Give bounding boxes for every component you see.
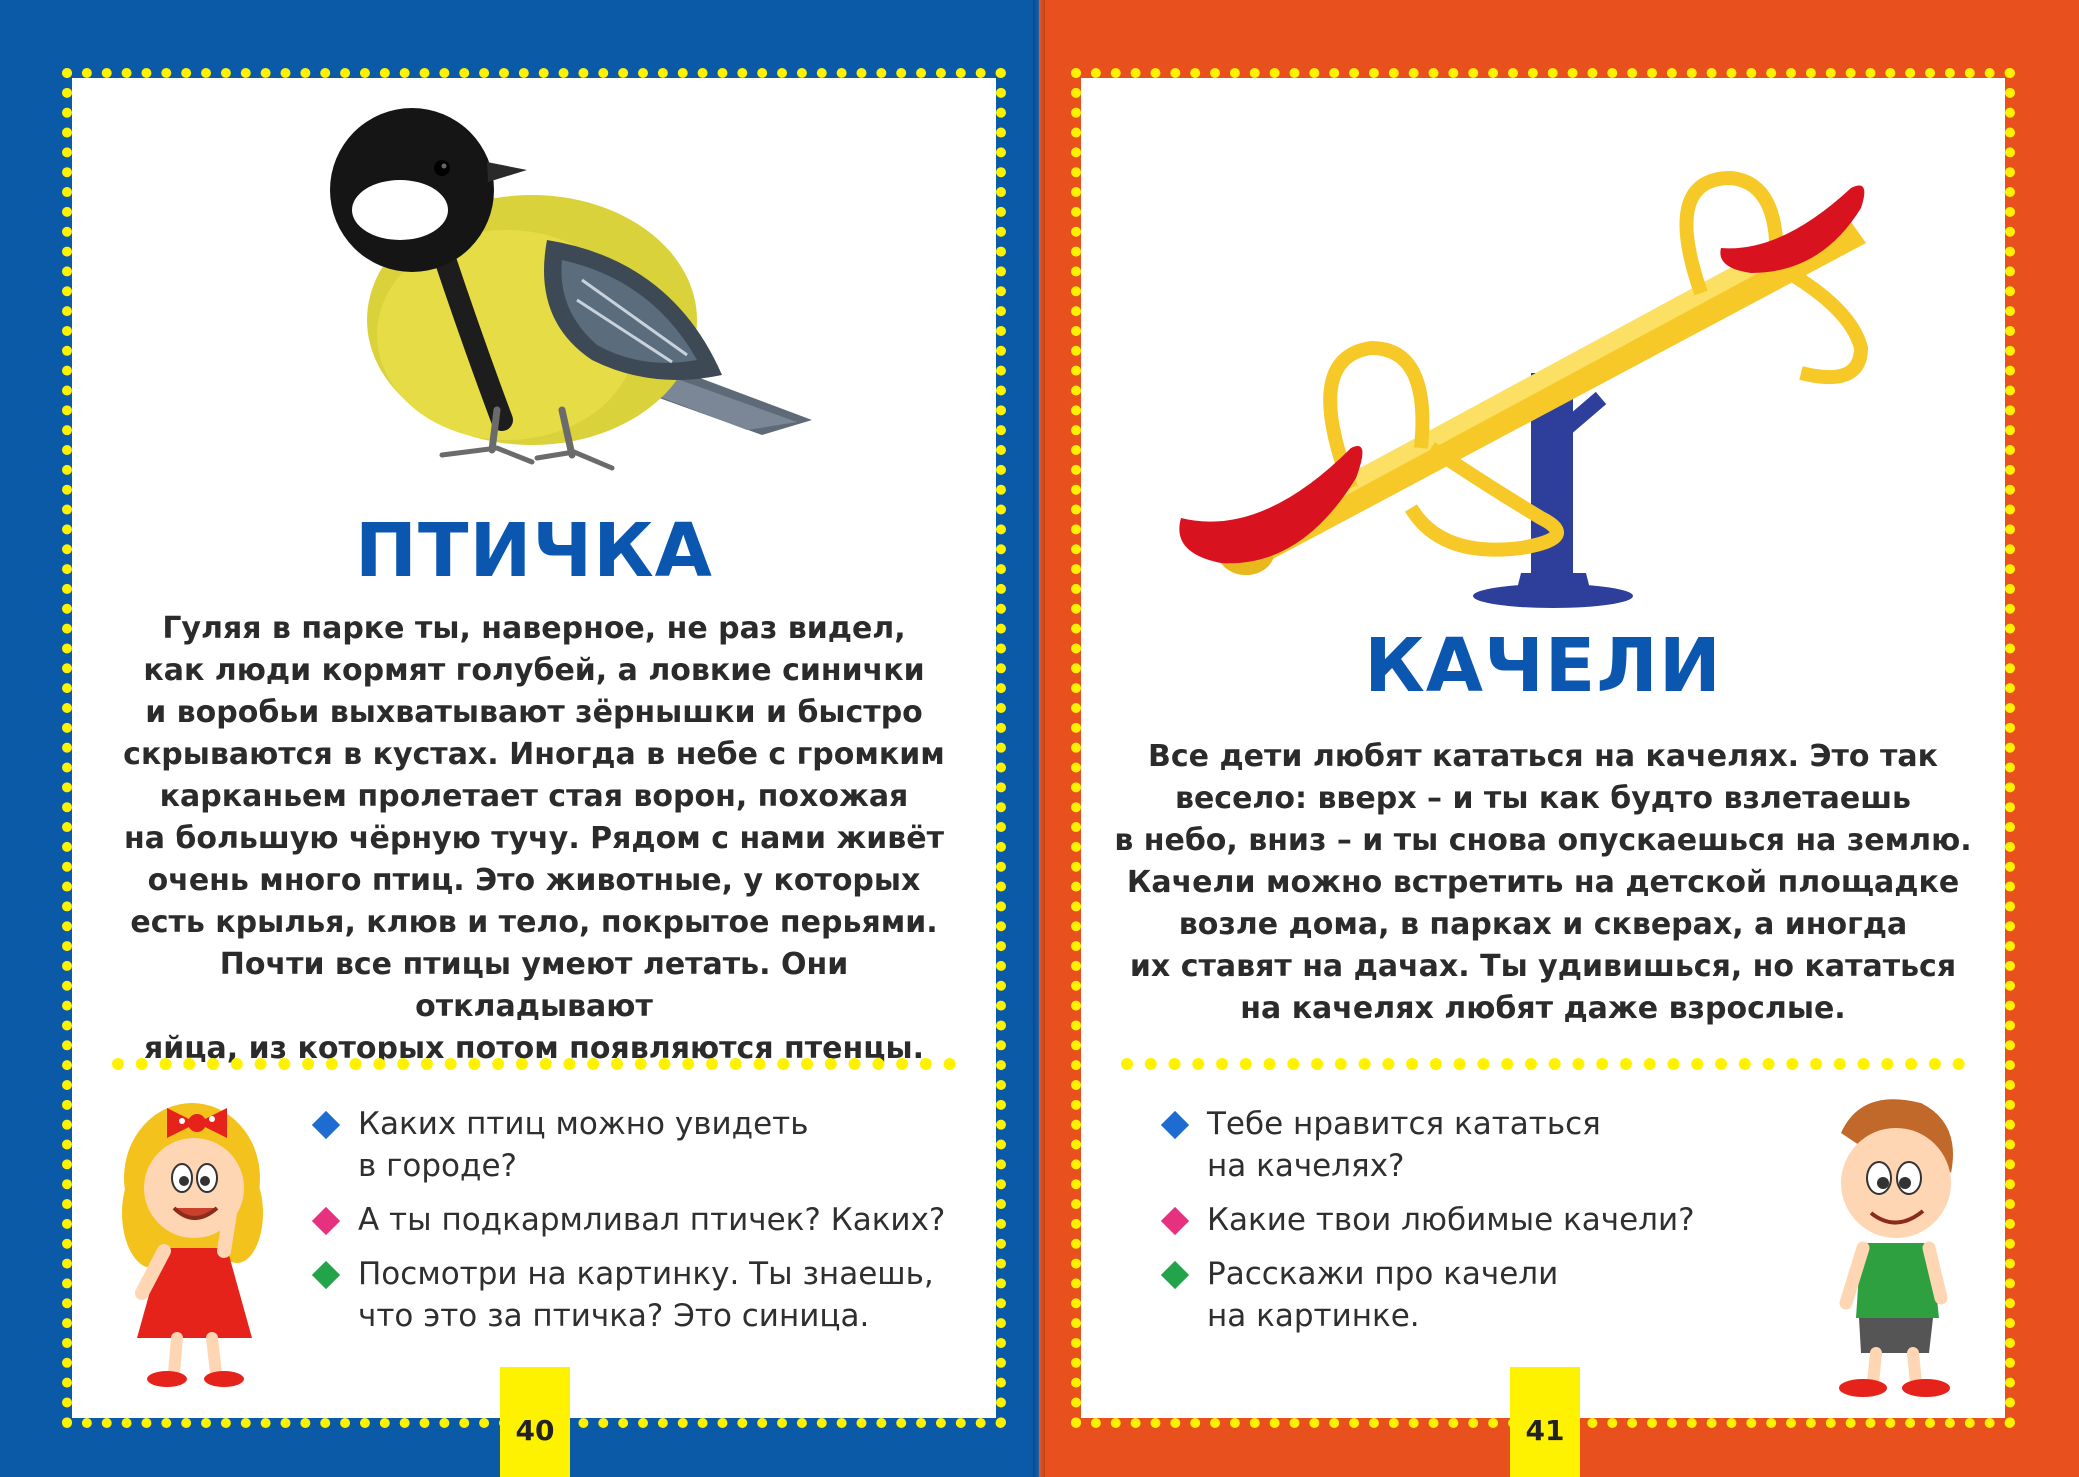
list-item: Тебе нравится кататься на качелях? xyxy=(1159,1103,1759,1187)
list-item: Каких птиц можно увидеть в городе? xyxy=(310,1103,990,1187)
boy-character xyxy=(1801,1083,1981,1403)
page-number-right: 41 xyxy=(1525,1414,1565,1447)
left-page-title: ПТИЧКА xyxy=(355,508,713,594)
blue-diamond-icon xyxy=(1161,1111,1189,1139)
pink-diamond-icon xyxy=(312,1207,340,1235)
left-page-card xyxy=(72,78,996,1418)
page-number-left: 40 xyxy=(515,1414,555,1447)
list-item: А ты подкармливал птичек? Каких? xyxy=(310,1199,990,1241)
list-item: Расскажи про качели на картинке. xyxy=(1159,1253,1759,1337)
seesaw-photo xyxy=(1161,98,2011,618)
pink-diamond-icon xyxy=(1161,1207,1189,1235)
green-diamond-icon xyxy=(312,1261,340,1289)
girl-character xyxy=(112,1083,282,1393)
right-questions-list xyxy=(1159,1103,1759,1349)
list-item: Какие твои любимые качели? xyxy=(1159,1199,1759,1241)
bird-photo xyxy=(292,90,852,500)
green-diamond-icon xyxy=(1161,1261,1189,1289)
right-page-card xyxy=(1081,78,2005,1418)
book-spine xyxy=(1033,0,1045,1477)
blue-diamond-icon xyxy=(312,1111,340,1139)
left-page-divider xyxy=(112,1058,956,1070)
right-page-text: Все дети любят кататься на качелях. Это так весело: вверх – и ты как будто взлетаешь в небо, вниз – и ты снова опускаешься на землю. Качели можно встретить на детской площадке возле дома, в парках и скверах, а иногда их ставят на дачах. Ты удивишься, но кататься на качелях любят даже взрослые. xyxy=(1114,739,1972,1026)
list-item: Посмотри на картинку. Ты знаешь, что это за птичка? Это синица. xyxy=(310,1253,990,1337)
left-questions-list xyxy=(310,1103,990,1349)
right-page-title: КАЧЕЛИ xyxy=(1364,623,1722,709)
right-page-divider xyxy=(1121,1058,1965,1070)
left-page-text: Гуляя в парке ты, наверное, не раз видел, как люди кормят голубей, а ловкие синички и воробьи выхватывают зёрнышки и быстро скрываются в кустах. Иногда в небе с громким карканьем пролетает стая ворон, похожая на большую чёрную тучу. Рядом с нами живёт очень много птиц. Это животные, у которых есть крылья, клюв и тело, покрытое перьями. Почти все птицы умеют летать. Они откладывают яйца, из которых потом появляются птенцы. xyxy=(123,611,945,1066)
